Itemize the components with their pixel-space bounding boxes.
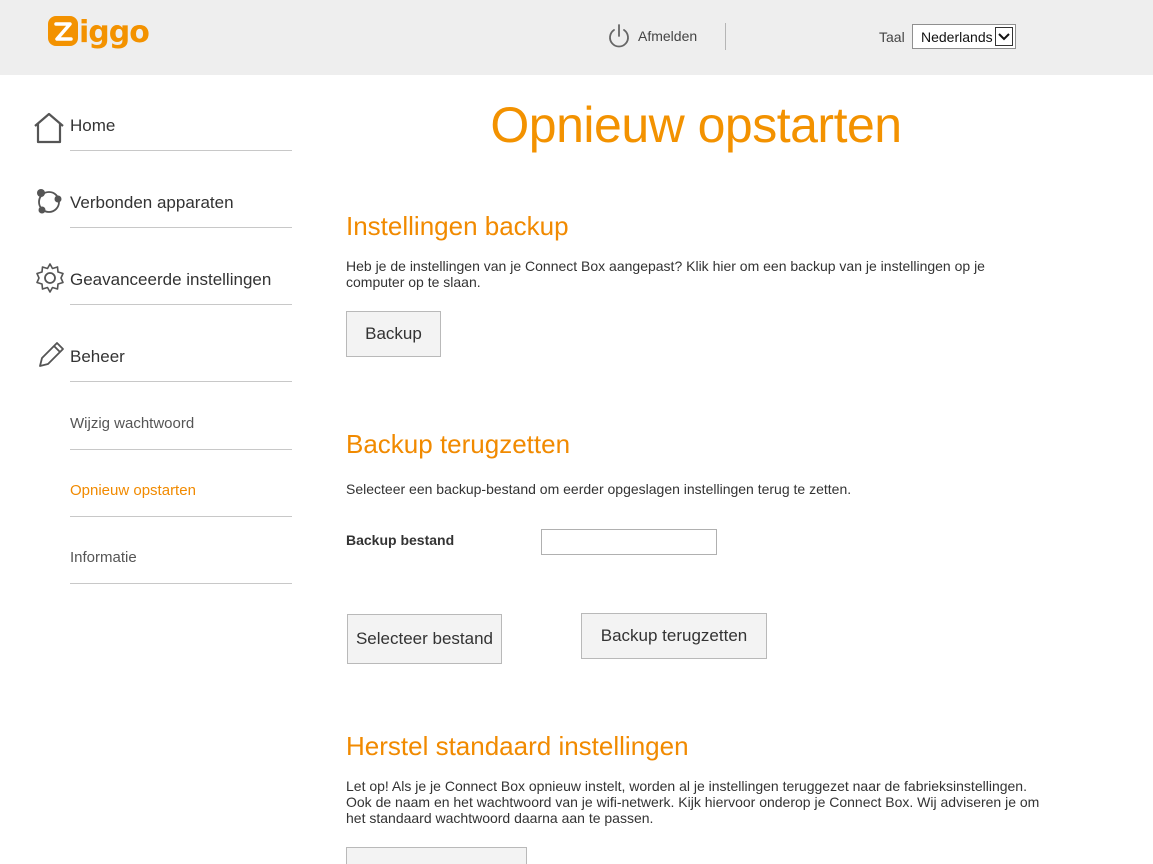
logout-button[interactable] <box>607 22 697 50</box>
ziggo-logo[interactable] <box>46 12 150 52</box>
backup-section-text: Heb je de instellingen van je Connect Box aangepast? Klik hier om een backup van je instellingen op je computer op te slaan. <box>346 258 985 290</box>
sidebar-subitem-restart[interactable] <box>70 450 292 517</box>
power-icon <box>607 23 631 49</box>
connected-devices-icon <box>33 185 67 219</box>
backup-file-field[interactable] <box>541 529 717 555</box>
language-selected-value: Nederlands <box>921 28 993 45</box>
sidebar-item-connected-devices[interactable] <box>70 152 292 228</box>
sidebar-nav <box>0 75 300 864</box>
factory-reset-section-title: Herstel standaard instellingen <box>346 731 689 761</box>
sidebar-subitem-information[interactable] <box>70 517 292 584</box>
page-title: Opnieuw opstarten <box>490 97 902 153</box>
sidebar-item-management[interactable] <box>70 306 292 382</box>
gear-icon <box>33 261 67 295</box>
backup-section-title: Instellingen backup <box>346 211 569 241</box>
chevron-down-icon <box>995 27 1013 46</box>
factory-reset-button[interactable] <box>346 847 527 864</box>
backup-button[interactable]: Backup <box>346 311 441 357</box>
select-file-button[interactable]: Selecteer bestand <box>347 614 502 664</box>
logout-label: Afmelden <box>638 28 698 44</box>
restore-backup-button[interactable]: Backup terugzetten <box>581 613 767 659</box>
top-header <box>0 0 1153 75</box>
language-select[interactable] <box>912 24 1016 49</box>
sidebar-subitem-label: Wijzig wachtwoord <box>70 415 195 432</box>
main-content <box>346 75 1153 864</box>
pencil-icon <box>34 338 68 372</box>
sidebar-subitem-label: Opnieuw opstarten <box>70 482 196 499</box>
sidebar-item-label: Beheer <box>70 347 125 366</box>
sidebar-item-label: Home <box>70 116 116 135</box>
header-divider <box>725 23 726 50</box>
sidebar-item-advanced-settings[interactable] <box>70 229 292 305</box>
backup-file-label: Backup bestand <box>346 532 455 548</box>
sidebar-subitem-change-password[interactable] <box>70 383 292 450</box>
sidebar-item-label: Verbonden apparaten <box>70 193 234 212</box>
sidebar-item-home[interactable] <box>70 75 292 151</box>
language-label: Taal <box>879 29 905 45</box>
sidebar-subitem-label: Informatie <box>70 549 137 566</box>
home-icon <box>32 111 66 145</box>
sidebar-item-label: Geavanceerde instellingen <box>70 270 272 289</box>
restore-section-text: Selecteer een backup-bestand om eerder opgeslagen instellingen terug te zetten. <box>346 481 852 497</box>
factory-reset-section-text: Let op! Als je je Connect Box opnieuw instelt, worden al je instellingen teruggezet naar de fabrieksinstellingen. Ook de naam en het wachtwoord van je wifi-netwerk. Kijk hiervoor onderop je Connect Box. Wij adviseren je om het standaard wachtwoord daarna aan te passen. <box>346 778 1040 826</box>
svg-text:iggo: iggo <box>79 15 149 50</box>
restore-section-title: Backup terugzetten <box>346 429 571 459</box>
